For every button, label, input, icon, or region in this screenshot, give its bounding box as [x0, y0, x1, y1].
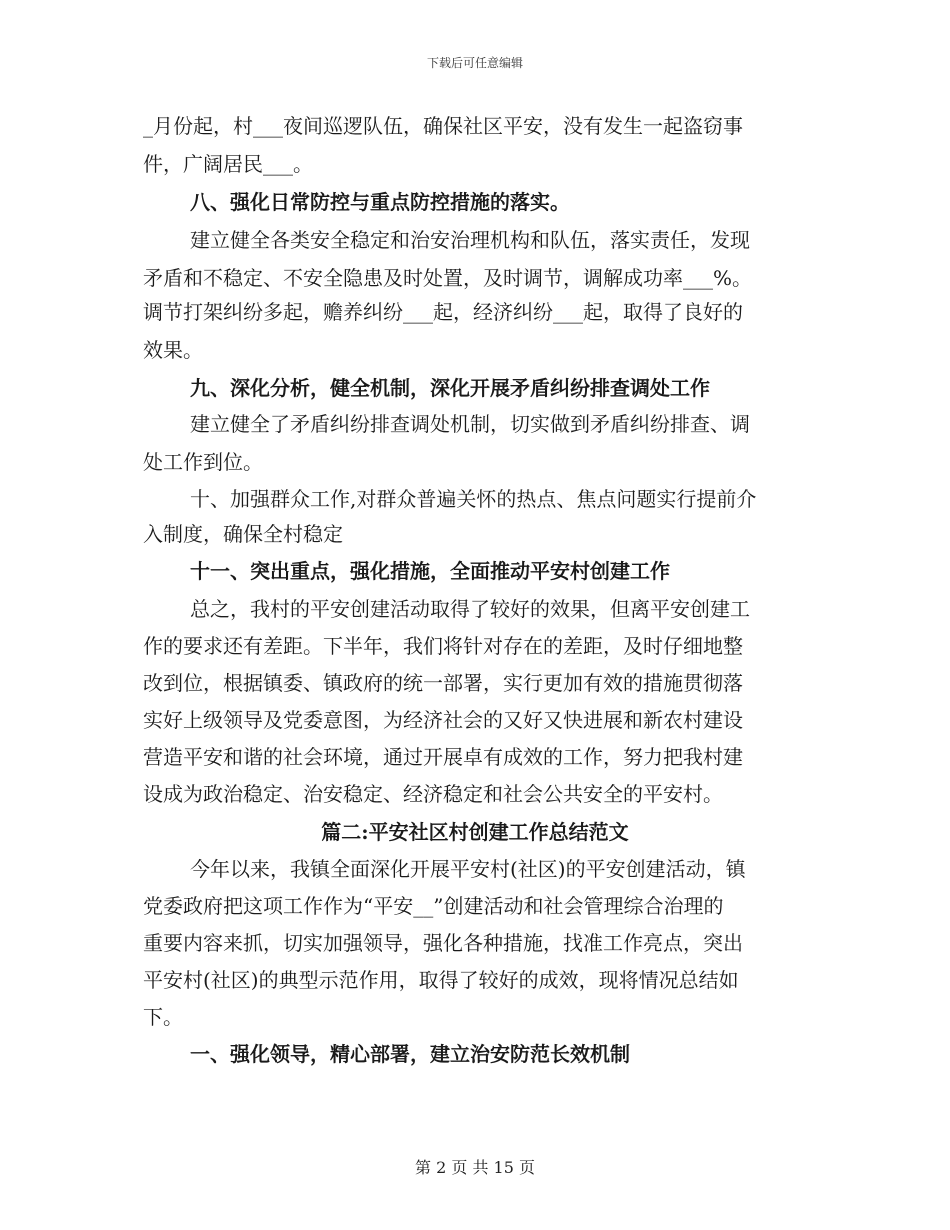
body-line: 重要内容来抓，切实加强领导，强化各种措施，找准工作亮点，突出	[143, 931, 743, 955]
section-heading: 九、深化分析，健全机制，深化开展矛盾纠纷排查调处工作	[190, 376, 710, 400]
body-line: 处工作到位。	[143, 450, 263, 474]
body-line: 矛盾和不稳定、不安全隐患及时处置，及时调节，调解成功率___%。	[143, 266, 753, 290]
body-line: 建立健全了矛盾纠纷排查调处机制，切实做到矛盾纠纷排查、调	[190, 412, 750, 436]
body-line: 十、加强群众工作,对群众普遍关怀的热点、焦点问题实行提前介	[190, 487, 757, 511]
body-line: 调节打架纠纷多起，赡养纠纷___起，经济纠纷___起，取得了良好的	[143, 300, 743, 324]
section-heading: 八、强化日常防控与重点防控措施的落实。	[190, 190, 570, 214]
body-line: 改到位，根据镇委、镇政府的统一部署，实行更加有效的措施贯彻落	[143, 671, 743, 695]
header-note: 下载后可任意编辑	[426, 56, 523, 70]
body-line: 效果。	[143, 338, 203, 362]
section-heading: 一、强化领导，精心部署，建立治安防范长效机制	[190, 1042, 630, 1066]
body-line: 平安村(社区)的典型示范作用，取得了较好的成效，现将情况总结如	[143, 968, 739, 992]
body-line: 建立健全各类安全稳定和治安治理机构和队伍，落实责任，发现	[190, 228, 750, 252]
body-line: _月份起，村___夜间巡逻队伍，确保社区平安，没有发生一起盗窃事	[143, 114, 743, 138]
body-line: 营造平安和谐的社会环境，通过开展卓有成效的工作，努力把我村建	[143, 745, 743, 769]
body-line: 总之，我村的平安创建活动取得了较好的效果，但离平安创建工	[190, 597, 750, 621]
body-line: 下。	[143, 1005, 183, 1029]
page-footer: 第 2 页 共 15 页	[415, 1158, 535, 1177]
article-title: 篇二:平安社区村创建工作总结范文	[321, 820, 629, 844]
body-line: 入制度，确保全村稳定	[143, 522, 343, 546]
body-line: 件，广阔居民___。	[143, 152, 313, 176]
body-line: 今年以来，我镇全面深化开展平安村(社区)的平安创建活动，镇	[190, 857, 746, 881]
body-line: 设成为政治稳定、治安稳定、经济稳定和社会公共安全的平安村。	[143, 782, 723, 806]
body-line: 实好上级领导及党委意图，为经济社会的又好又快进展和新农村建设	[143, 708, 743, 732]
body-line: 党委政府把这项工作作为“平安__”创建活动和社会管理综合治理的	[143, 894, 724, 918]
section-heading: 十一、突出重点，强化措施，全面推动平安村创建工作	[190, 559, 670, 583]
body-line: 作的要求还有差距。下半年，我们将针对存在的差距，及时仔细地整	[143, 634, 743, 658]
